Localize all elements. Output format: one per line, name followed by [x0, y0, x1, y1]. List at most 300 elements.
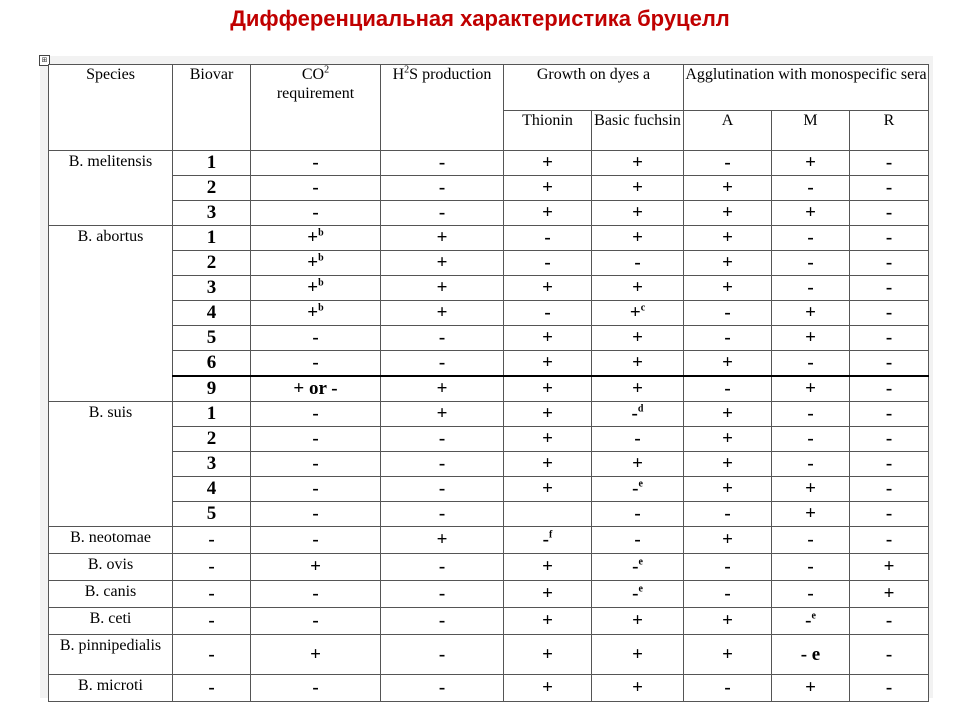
a-value: -: [724, 378, 731, 399]
thionin-cell: [504, 301, 592, 326]
footnote-mark: b: [318, 227, 324, 239]
thionin-cell: [504, 581, 592, 608]
fuchsin-cell: [592, 675, 684, 702]
table-row: [49, 226, 929, 251]
h2s-cell: [381, 477, 504, 502]
h2s-cell: [381, 251, 504, 276]
table-row: [49, 675, 929, 702]
thionin-cell: [504, 635, 592, 675]
a-value: +: [722, 529, 733, 550]
a-value: +: [722, 643, 733, 665]
m-value: -: [807, 177, 814, 198]
header-r: R: [850, 111, 929, 151]
h2s-value: +: [436, 378, 448, 399]
species-cell: B. ovis: [49, 554, 173, 581]
co2-cell: [251, 276, 381, 301]
m-value: -: [807, 277, 814, 298]
r-value: -: [885, 227, 893, 248]
h2s-value: -: [438, 643, 446, 665]
a-cell: [684, 554, 772, 581]
co2-value: -: [312, 403, 319, 424]
r-cell: [850, 351, 929, 377]
species-cell: B. microti: [49, 675, 173, 702]
co2-cell: [251, 477, 381, 502]
biovar-cell: [173, 276, 251, 301]
a-value: -: [724, 503, 731, 524]
m-value: +: [805, 152, 816, 173]
a-value: -: [724, 583, 731, 604]
biovar-cell: [173, 675, 251, 702]
a-value: -: [724, 152, 731, 173]
co2-cell: [251, 527, 381, 554]
r-cell: [850, 608, 929, 635]
a-value: +: [722, 352, 733, 373]
a-value: +: [722, 202, 733, 223]
h2s-value: -: [438, 428, 446, 449]
biovar-cell: [173, 376, 251, 402]
a-value: -: [724, 677, 731, 698]
thionin-cell: [504, 402, 592, 427]
fuchsin-cell: [592, 326, 684, 351]
r-value: +: [883, 583, 895, 604]
biovar-value: -: [208, 643, 215, 665]
h2s-cell: [381, 527, 504, 554]
a-cell: [684, 635, 772, 675]
m-cell: [772, 276, 850, 301]
fuchsin-value: -: [634, 428, 641, 449]
thionin-value: +: [542, 378, 553, 399]
m-cell: [772, 427, 850, 452]
r-cell: [850, 452, 929, 477]
biovar-value: 3: [206, 453, 217, 474]
fuchsin-value: +: [632, 610, 643, 631]
biovar-cell: [173, 226, 251, 251]
biovar-cell: [173, 326, 251, 351]
co2-cell: [251, 427, 381, 452]
m-value: +: [805, 302, 816, 323]
h2s-value: -: [438, 352, 446, 373]
co2-value: -: [312, 152, 319, 173]
h2s-cell: [381, 376, 504, 402]
fuchsin-value: +: [632, 227, 643, 248]
footnote-mark: f: [548, 529, 553, 541]
r-cell: [850, 502, 929, 527]
fuchsin-value: +: [629, 302, 641, 323]
header-species: Species: [49, 65, 173, 151]
table-row: [49, 176, 929, 201]
co2-cell: [251, 376, 381, 402]
table-row: [49, 326, 929, 351]
co2-cell: [251, 581, 381, 608]
h2s-value: -: [438, 177, 446, 198]
r-value: -: [885, 327, 893, 348]
h2s-cell: [381, 427, 504, 452]
a-value: -: [724, 327, 731, 348]
m-cell: [772, 477, 850, 502]
m-cell: [772, 351, 850, 377]
co2-cell: [251, 326, 381, 351]
biovar-cell: [173, 581, 251, 608]
thionin-cell: [504, 608, 592, 635]
biovar-cell: [173, 527, 251, 554]
thionin-value: +: [542, 352, 553, 373]
table-row: [49, 635, 929, 675]
thionin-value: +: [542, 453, 553, 474]
m-cell: [772, 201, 850, 226]
biovar-value: 4: [206, 478, 217, 499]
table-row: [49, 201, 929, 226]
thionin-cell: [504, 176, 592, 201]
co2-value: +: [310, 556, 321, 577]
biovar-value: -: [208, 556, 215, 577]
page-title: Дифференциальная характеристика бруцелл: [230, 6, 730, 31]
r-cell: [850, 427, 929, 452]
h2s-cell: [381, 176, 504, 201]
thionin-value: +: [542, 403, 553, 424]
r-value: -: [885, 478, 893, 499]
h2s-cell: [381, 326, 504, 351]
thionin-value: -: [544, 252, 551, 273]
thionin-cell: [504, 251, 592, 276]
biovar-cell: [173, 176, 251, 201]
co2-value: -: [312, 202, 319, 223]
co2-value: + or -: [293, 378, 338, 399]
fuchsin-value: -: [632, 583, 639, 604]
footnote-mark: b: [318, 277, 324, 289]
r-value: -: [885, 428, 893, 449]
r-value: -: [885, 302, 893, 323]
a-cell: [684, 201, 772, 226]
h2s-cell: [381, 608, 504, 635]
a-cell: [684, 527, 772, 554]
fuchsin-value: +: [632, 677, 643, 698]
table-move-handle[interactable]: ⊞: [39, 55, 50, 66]
a-cell: [684, 608, 772, 635]
h2s-cell: [381, 276, 504, 301]
biovar-value: -: [208, 677, 215, 698]
fuchsin-value: +: [632, 177, 643, 198]
fuchsin-value: +: [632, 378, 643, 399]
brucella-table: [48, 64, 929, 702]
co2-cell: [251, 608, 381, 635]
biovar-cell: [173, 351, 251, 377]
footnote-mark: c: [640, 302, 646, 314]
header-biovar: Biovar: [173, 65, 251, 151]
thionin-cell: [504, 477, 592, 502]
thionin-cell: [504, 201, 592, 226]
h2s-value: +: [436, 529, 448, 550]
fuchsin-cell: [592, 276, 684, 301]
co2-value: -: [312, 478, 319, 499]
h2s-cell: [381, 151, 504, 176]
biovar-value: 9: [206, 378, 217, 399]
biovar-value: 2: [206, 252, 217, 273]
h2s-cell: [381, 201, 504, 226]
m-value: -: [807, 556, 814, 577]
co2-cell: [251, 351, 381, 377]
a-value: +: [722, 277, 733, 298]
header-growth-on-dyes: Growth on dyes a: [504, 65, 684, 111]
thionin-cell: [504, 151, 592, 176]
fuchsin-cell: [592, 527, 684, 554]
co2-value: +: [307, 252, 319, 273]
thionin-value: +: [542, 177, 553, 198]
fuchsin-value: -: [634, 503, 641, 524]
r-cell: [850, 201, 929, 226]
table-row: [49, 251, 929, 276]
fuchsin-cell: [592, 452, 684, 477]
h2s-value: +: [436, 403, 448, 424]
fuchsin-value: +: [632, 152, 643, 173]
a-cell: [684, 351, 772, 377]
thionin-cell: [504, 376, 592, 402]
table-row: [49, 351, 929, 377]
m-value: -: [805, 610, 812, 631]
thionin-cell: [504, 502, 592, 527]
r-value: -: [885, 202, 893, 223]
m-cell: [772, 675, 850, 702]
fuchsin-cell: [592, 251, 684, 276]
biovar-value: 4: [206, 302, 217, 323]
biovar-value: 5: [206, 327, 217, 348]
co2-cell: [251, 251, 381, 276]
biovar-cell: [173, 402, 251, 427]
m-value: +: [805, 503, 816, 524]
fuchsin-cell: [592, 477, 684, 502]
a-value: -: [724, 302, 731, 323]
header-agglutination: Agglutination with monospecific sera: [684, 65, 929, 111]
biovar-cell: [173, 452, 251, 477]
co2-cell: [251, 554, 381, 581]
species-cell: B. melitensis: [49, 151, 173, 226]
m-value: -: [807, 583, 814, 604]
thionin-value: +: [542, 478, 553, 499]
r-cell: [850, 301, 929, 326]
fuchsin-cell: [592, 151, 684, 176]
h2s-value: -: [438, 453, 446, 474]
co2-cell: [251, 502, 381, 527]
r-cell: [850, 527, 929, 554]
species-cell: B. abortus: [49, 226, 173, 402]
footnote-mark: b: [318, 252, 324, 264]
header-m: M: [772, 111, 850, 151]
m-cell: [772, 226, 850, 251]
r-cell: [850, 176, 929, 201]
h2s-cell: [381, 351, 504, 377]
footnote-mark: e: [638, 556, 643, 568]
thionin-value: +: [542, 428, 553, 449]
m-value: -: [807, 227, 814, 248]
fuchsin-cell: [592, 176, 684, 201]
m-value: -: [807, 453, 814, 474]
biovar-value: 5: [206, 503, 217, 524]
a-value: +: [722, 428, 733, 449]
m-cell: [772, 554, 850, 581]
table-row: [49, 376, 929, 402]
co2-value: -: [312, 610, 319, 631]
m-cell: [772, 251, 850, 276]
biovar-value: 3: [206, 202, 217, 223]
table-row: [49, 581, 929, 608]
h2s-value: +: [436, 277, 448, 298]
fuchsin-cell: [592, 226, 684, 251]
table-row: [49, 452, 929, 477]
a-cell: [684, 226, 772, 251]
h2s-value: -: [438, 503, 446, 524]
r-value: -: [885, 378, 893, 399]
table-row: [49, 477, 929, 502]
biovar-cell: [173, 427, 251, 452]
m-cell: [772, 608, 850, 635]
fuchsin-value: +: [632, 202, 643, 223]
thionin-value: +: [542, 152, 553, 173]
m-value: +: [805, 478, 816, 499]
r-value: -: [885, 503, 893, 524]
h2s-value: -: [438, 583, 446, 604]
m-cell: [772, 326, 850, 351]
h2s-value: -: [438, 202, 446, 223]
thionin-cell: [504, 276, 592, 301]
m-cell: [772, 402, 850, 427]
m-cell: [772, 635, 850, 675]
h2s-value: -: [438, 152, 446, 173]
biovar-value: 1: [206, 227, 217, 248]
r-cell: [850, 402, 929, 427]
co2-value: +: [310, 643, 321, 665]
species-cell: B. pinnipedialis: [49, 635, 173, 675]
r-cell: [850, 477, 929, 502]
a-value: -: [724, 556, 731, 577]
fuchsin-cell: [592, 608, 684, 635]
h2s-value: -: [438, 478, 446, 499]
fuchsin-cell: [592, 502, 684, 527]
a-cell: [684, 581, 772, 608]
a-value: +: [722, 252, 733, 273]
footnote-mark: e: [638, 478, 643, 490]
biovar-cell: [173, 301, 251, 326]
co2-cell: [251, 452, 381, 477]
a-cell: [684, 151, 772, 176]
biovar-cell: [173, 477, 251, 502]
co2-value: +: [307, 277, 319, 298]
table-row: [49, 502, 929, 527]
co2-cell: [251, 675, 381, 702]
biovar-cell: [173, 554, 251, 581]
thionin-value: -: [544, 302, 551, 323]
co2-cell: [251, 301, 381, 326]
fuchsin-cell: [592, 201, 684, 226]
biovar-cell: [173, 635, 251, 675]
r-value: +: [883, 556, 895, 577]
co2-value: -: [312, 453, 319, 474]
m-value: -: [807, 252, 814, 273]
thionin-value: +: [542, 327, 553, 348]
biovar-cell: [173, 251, 251, 276]
m-value: -: [807, 428, 814, 449]
m-cell: [772, 301, 850, 326]
a-cell: [684, 427, 772, 452]
biovar-cell: [173, 502, 251, 527]
r-cell: [850, 276, 929, 301]
fuchsin-cell: [592, 402, 684, 427]
footnote-mark: d: [637, 403, 644, 415]
r-value: -: [885, 252, 893, 273]
h2s-value: +: [436, 252, 448, 273]
thionin-cell: [504, 452, 592, 477]
h2s-cell: [381, 301, 504, 326]
biovar-cell: [173, 608, 251, 635]
fuchsin-cell: [592, 635, 684, 675]
fuchsin-value: +: [632, 327, 643, 348]
r-cell: [850, 226, 929, 251]
h2s-cell: [381, 554, 504, 581]
a-cell: [684, 402, 772, 427]
thionin-cell: [504, 326, 592, 351]
h2s-cell: [381, 502, 504, 527]
r-value: -: [885, 610, 893, 631]
fuchsin-cell: [592, 554, 684, 581]
table-body: [49, 151, 929, 702]
h2s-cell: [381, 675, 504, 702]
table-row: [49, 301, 929, 326]
h2s-value: -: [438, 327, 446, 348]
h2s-cell: [381, 452, 504, 477]
r-value: -: [885, 643, 893, 665]
m-value: -: [807, 352, 814, 373]
table-row: [49, 554, 929, 581]
m-cell: [772, 376, 850, 402]
a-value: +: [722, 403, 733, 424]
biovar-cell: [173, 151, 251, 176]
h2s-cell: [381, 226, 504, 251]
a-value: +: [722, 227, 733, 248]
fuchsin-cell: [592, 351, 684, 377]
co2-value: -: [312, 428, 319, 449]
co2-cell: [251, 226, 381, 251]
fuchsin-cell: [592, 301, 684, 326]
header-thionin: Thionin: [504, 111, 592, 151]
m-cell: [772, 452, 850, 477]
co2-value: +: [307, 227, 319, 248]
a-cell: [684, 176, 772, 201]
co2-cell: [251, 176, 381, 201]
table-row: [49, 276, 929, 301]
fuchsin-value: +: [632, 643, 643, 665]
table-row: [49, 427, 929, 452]
h2s-value: +: [436, 227, 448, 248]
thionin-value: -: [542, 529, 549, 550]
r-value: -: [885, 403, 893, 424]
r-value: -: [885, 529, 893, 550]
species-cell: B. neotomae: [49, 527, 173, 554]
m-value: - e: [800, 643, 821, 665]
thionin-value: +: [542, 202, 553, 223]
biovar-value: 1: [206, 403, 217, 424]
h2s-value: -: [438, 610, 446, 631]
co2-value: -: [312, 503, 319, 524]
a-cell: [684, 301, 772, 326]
biovar-value: -: [208, 529, 215, 550]
biovar-cell: [173, 201, 251, 226]
a-cell: [684, 251, 772, 276]
r-cell: [850, 675, 929, 702]
m-value: -: [807, 529, 814, 550]
fuchsin-value: -: [631, 403, 638, 424]
m-value: -: [807, 403, 814, 424]
m-value: +: [805, 677, 816, 698]
h2s-value: +: [436, 302, 448, 323]
fuchsin-cell: [592, 581, 684, 608]
